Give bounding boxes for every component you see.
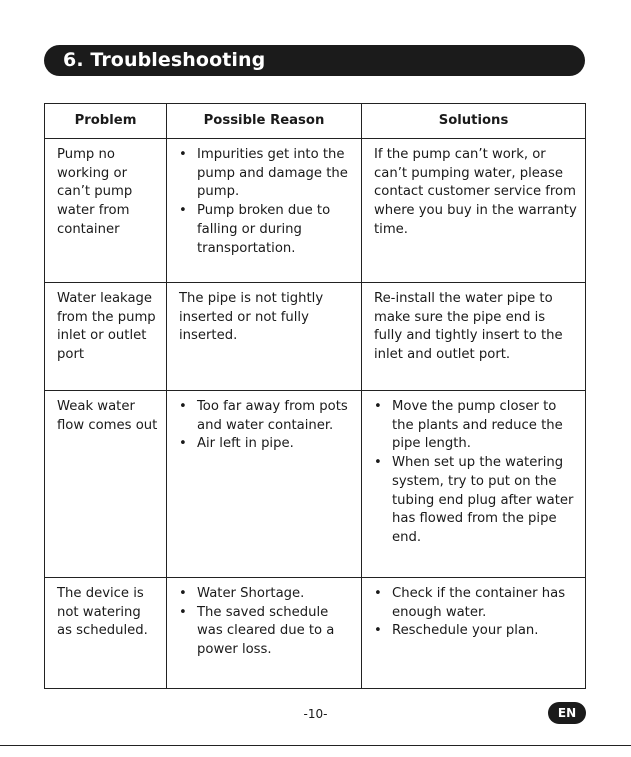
table-header-row xyxy=(45,104,586,139)
problem-cell: Pump no working or can’t pump water from container xyxy=(45,139,167,283)
troubleshooting-table xyxy=(44,103,586,689)
bottom-divider xyxy=(0,745,631,746)
reason-list xyxy=(179,398,353,454)
problem-cell: Weak water flow comes out xyxy=(45,391,167,578)
problem-cell: The device is not watering as scheduled. xyxy=(45,578,167,689)
solution-cell xyxy=(362,578,586,689)
page-number: -10- xyxy=(303,707,328,721)
solution-item: • Move the pump closer to the plants and reduce the pipe length. xyxy=(374,398,577,454)
reason-cell xyxy=(167,578,362,689)
solution-list xyxy=(374,585,577,641)
reason-item: • Pump broken due to falling or during transportation. xyxy=(179,202,353,258)
problem-cell: Water leakage from the pump inlet or outlet port xyxy=(45,283,167,391)
header-problem: Problem xyxy=(45,104,167,139)
reason-list xyxy=(179,146,353,258)
solution-cell: If the pump can’t work, or can’t pumping water, please contact customer service from where you buy in the warranty time. xyxy=(362,139,586,283)
reason-item: • The saved schedule was cleared due to a power loss. xyxy=(179,604,353,660)
solution-cell: Re-install the water pipe to make sure the pipe end is fully and tightly insert to the inlet and outlet port. xyxy=(362,283,586,391)
reason-item: • Too far away from pots and water container. xyxy=(179,398,353,435)
reason-item: • Water Shortage. xyxy=(179,585,353,604)
reason-cell xyxy=(167,391,362,578)
language-badge: EN xyxy=(548,702,586,724)
reason-cell: The pipe is not tightly inserted or not fully inserted. xyxy=(167,283,362,391)
reason-cell xyxy=(167,139,362,283)
header-solutions: Solutions xyxy=(362,104,586,139)
reason-list xyxy=(179,585,353,660)
solution-item: • Check if the container has enough water. xyxy=(374,585,577,622)
table-row xyxy=(45,139,586,283)
reason-item: • Air left in pipe. xyxy=(179,435,353,454)
table-row xyxy=(45,578,586,689)
header-possible-reason: Possible Reason xyxy=(167,104,362,139)
table-row xyxy=(45,391,586,578)
section-title: 6. Troubleshooting xyxy=(44,45,585,76)
table-row xyxy=(45,283,586,391)
solution-list xyxy=(374,398,577,548)
reason-item: • Impurities get into the pump and damage the pump. xyxy=(179,146,353,202)
solution-item: • When set up the watering system, try to put on the tubing end plug after water has flowed from the pipe end. xyxy=(374,454,577,548)
solution-item: • Reschedule your plan. xyxy=(374,622,577,641)
solution-cell xyxy=(362,391,586,578)
